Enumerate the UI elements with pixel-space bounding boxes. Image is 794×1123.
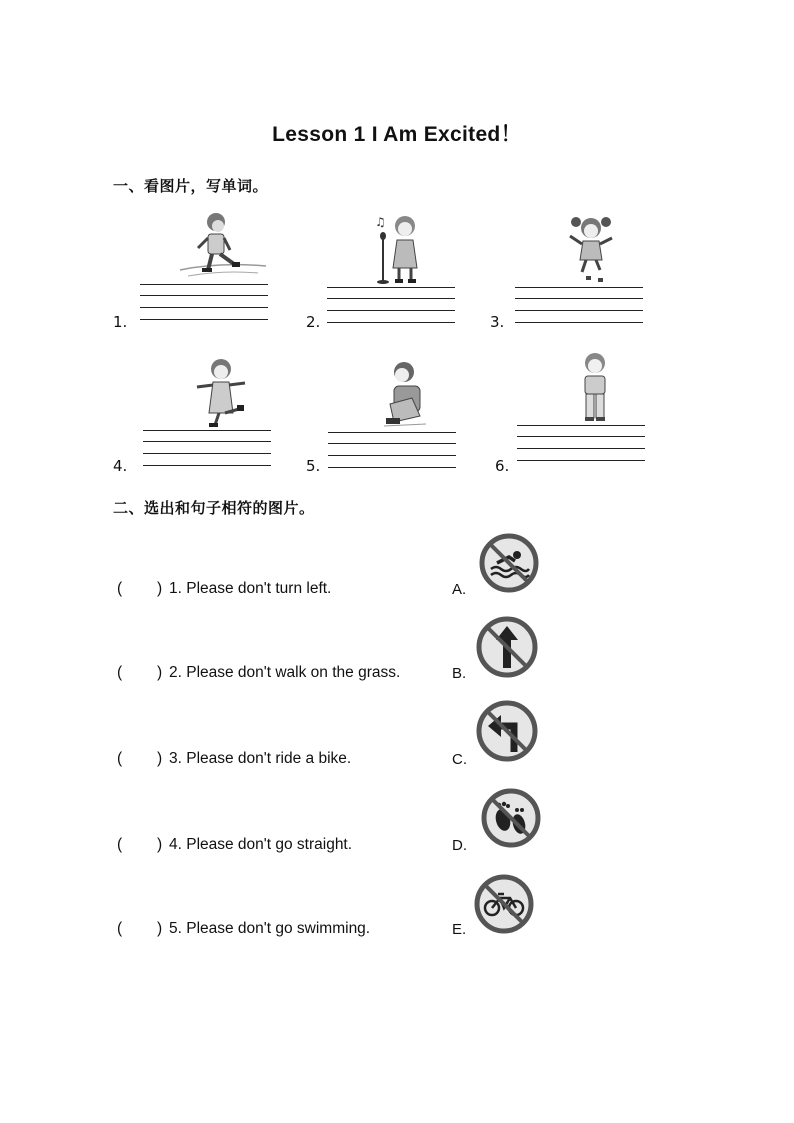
- question-text: 1. Please don't turn left.: [169, 580, 332, 597]
- no-walking-sign-icon: [481, 788, 541, 848]
- answer-paren-open[interactable]: (: [117, 664, 123, 681]
- item-number: 1.: [113, 313, 128, 331]
- question-text: 5. Please don't go swimming.: [169, 920, 371, 937]
- dancing-girl-picture: [193, 357, 249, 429]
- answer-lines[interactable]: [517, 425, 645, 461]
- answer-lines[interactable]: [140, 284, 268, 320]
- item-number: 2.: [306, 313, 321, 331]
- answer-paren-close: ): [157, 920, 163, 937]
- item-number: 3.: [490, 313, 505, 331]
- question-text: 3. Please don't ride a bike.: [169, 750, 352, 767]
- answer-paren-open[interactable]: (: [117, 580, 123, 597]
- answer-lines[interactable]: [328, 432, 456, 468]
- answer-paren-open[interactable]: (: [117, 920, 123, 937]
- no-bicycle-sign-icon: [474, 874, 534, 934]
- item-number: 4.: [113, 457, 128, 475]
- answer-paren-close: ): [157, 580, 163, 597]
- no-straight-sign-icon: [476, 616, 538, 678]
- standing-girl-picture: [580, 352, 610, 422]
- running-boy-picture: [178, 210, 268, 280]
- page-title: Lesson 1 I Am Excited！: [272, 123, 522, 146]
- answer-lines[interactable]: [143, 430, 271, 466]
- no-left-turn-sign-icon: [476, 700, 538, 762]
- option-letter: D.: [452, 837, 467, 854]
- svg-text:♫: ♫: [375, 215, 386, 229]
- section-1-heading: 一、看图片，写单词。: [113, 177, 269, 195]
- item-number: 6.: [495, 457, 510, 475]
- question-text: 2. Please don't walk on the grass.: [169, 664, 401, 681]
- section-2-heading: 二、选出和句子相符的图片。: [113, 499, 315, 517]
- option-letter: B.: [452, 665, 467, 682]
- option-letter: C.: [452, 751, 467, 768]
- singing-girl-picture: [373, 212, 433, 284]
- no-swimming-sign-icon: [479, 533, 539, 593]
- item-number: 5.: [306, 457, 321, 475]
- answer-paren-close: ): [157, 836, 163, 853]
- answer-paren-close: ): [157, 664, 163, 681]
- answer-lines[interactable]: [327, 287, 455, 323]
- sitting-boy-picture: [382, 360, 430, 428]
- answer-paren-open[interactable]: (: [117, 750, 123, 767]
- answer-paren-open[interactable]: (: [117, 836, 123, 853]
- option-letter: E.: [452, 921, 467, 938]
- answer-paren-close: ): [157, 750, 163, 767]
- question-text: 4. Please don't go straight.: [169, 836, 353, 853]
- option-letter: A.: [452, 581, 467, 598]
- jumping-girl-picture: [566, 214, 616, 284]
- answer-lines[interactable]: [515, 287, 643, 323]
